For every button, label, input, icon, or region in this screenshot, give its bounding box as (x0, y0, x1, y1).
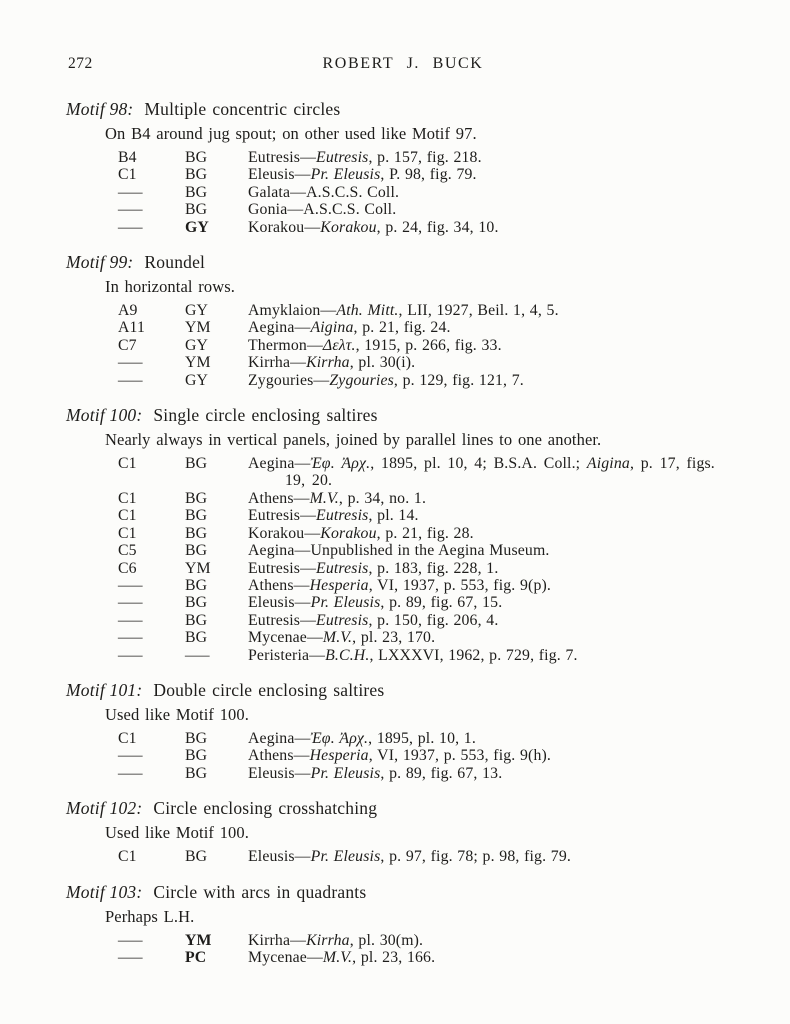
entry-reference (248, 337, 746, 354)
entry-code (118, 594, 185, 611)
entry-list (0, 302, 790, 389)
reference-text: Kirrha— (248, 931, 307, 949)
entry-row (118, 166, 746, 183)
em-dash: — (118, 948, 143, 966)
motif-label: Motif 98: (66, 99, 134, 119)
entry-code: C1 (118, 848, 137, 866)
motif-note: On B4 around jug spout; on other used like Motif 97. (105, 124, 477, 143)
motif-heading (66, 99, 740, 120)
entry-ware: BG (185, 611, 208, 629)
reference-text: , 1915, p. 266, fig. 33. (355, 336, 502, 354)
entry-ware: BG (185, 629, 208, 647)
entry-row (118, 455, 746, 490)
entry-code: C7 (118, 336, 137, 354)
reference-text: Korakou— (248, 524, 321, 542)
entry-ware: BG (185, 594, 208, 612)
entry-ware (185, 647, 248, 664)
entry-row (118, 577, 746, 594)
entry-ware: GY (185, 336, 209, 354)
entry-reference (248, 219, 746, 236)
reference-text: , 1895, pl. 10, 1. (368, 729, 476, 747)
reference-title: Eutresis (316, 149, 369, 166)
entry-ware: BG (185, 764, 208, 782)
entry-ware: YM (185, 354, 211, 372)
reference-text: Aegina— (248, 729, 311, 747)
em-dash: — (118, 371, 143, 389)
reference-text: Galata—A.S.C.S. Coll. (248, 183, 400, 201)
entry-ware: YM (185, 319, 211, 337)
reference-text: Eutresis— (248, 507, 317, 525)
entry-list (0, 730, 790, 782)
entry-reference (248, 525, 746, 542)
entry-row (118, 647, 746, 664)
entry-code (118, 747, 185, 764)
entry-row (118, 372, 746, 389)
reference-text: Eleusis— (248, 764, 311, 782)
em-dash: — (118, 183, 143, 201)
em-dash: — (118, 218, 143, 236)
entry-ware: BG (185, 747, 208, 765)
motif-label: Motif 103: (66, 881, 143, 902)
reference-title: Zygouries (329, 371, 394, 389)
entry-ware: BG (185, 183, 208, 201)
reference-text: , p. 183, fig. 228, 1. (368, 559, 499, 577)
reference-text: Athens— (248, 747, 310, 765)
reference-text: , pl. 30(i). (349, 354, 416, 372)
entry-reference (248, 730, 746, 747)
reference-text: , p. 21, fig. 24. (353, 319, 451, 337)
motif-label: Motif 102: (66, 798, 143, 819)
entry-code (118, 219, 185, 236)
entry-reference (248, 747, 746, 764)
reference-title: Pr. Eleusis (310, 166, 381, 184)
entry-row (118, 949, 746, 966)
motif-heading (66, 405, 740, 426)
motif-title: Multiple concentric circles (144, 99, 341, 119)
entry-row (118, 219, 746, 236)
reference-text: , p. 17, figs. (629, 455, 715, 473)
entry-row (118, 337, 746, 354)
entry-row (118, 525, 746, 542)
entry-reference (248, 594, 746, 611)
reference-text: , LII, 1927, Beil. 1, 4, 5. (398, 302, 559, 320)
motif-heading (66, 798, 740, 819)
entry-code: A9 (118, 302, 138, 320)
entry-ware: PC (185, 948, 207, 966)
motif-section (0, 798, 790, 865)
reference-title: B.C.H. (325, 646, 370, 664)
entry-reference (248, 612, 746, 629)
reference-title: Eutresis (316, 507, 369, 525)
em-dash: — (118, 646, 143, 664)
motif-note: Used like Motif 100. (105, 823, 249, 843)
reference-text: Eleusis— (248, 166, 311, 184)
entry-row (118, 149, 746, 166)
entry-row (118, 490, 746, 507)
entry-code: C1 (118, 166, 137, 184)
motif-note: In horizontal rows. (105, 277, 235, 297)
em-dash: — (118, 576, 143, 594)
reference-text: , p. 89, fig. 67, 15. (380, 594, 503, 612)
entry-row (118, 542, 746, 559)
entry-ware: BG (185, 848, 208, 866)
motif-section (0, 405, 790, 664)
reference-text: , pl. 14. (368, 507, 419, 525)
em-dash: — (118, 611, 143, 629)
reference-text: Peristeria— (248, 646, 326, 664)
entry-code (118, 647, 185, 664)
em-dash: — (118, 201, 143, 219)
entry-code: C1 (118, 507, 137, 525)
entry-ware: GY (185, 302, 209, 320)
entry-reference (248, 765, 746, 782)
entry-code: C1 (118, 729, 137, 747)
reference-text: , VI, 1937, p. 553, fig. 9(h). (368, 747, 552, 765)
entry-reference (248, 372, 746, 389)
entry-reference (248, 302, 746, 319)
entry-row (118, 848, 746, 865)
entry-code (118, 765, 185, 782)
motif-heading (66, 252, 740, 273)
entry-reference (248, 629, 746, 646)
reference-title: M.V. (322, 948, 353, 966)
page-number: 272 (68, 55, 93, 72)
reference-title: Pr. Eleusis (310, 764, 381, 782)
reference-text: Eutresis— (248, 611, 317, 629)
entry-row (118, 747, 746, 764)
reference-title: M.V. (309, 489, 339, 507)
entry-row (118, 319, 746, 336)
entry-list (0, 932, 790, 967)
entry-ware: BG (185, 149, 208, 166)
em-dash: — (118, 354, 143, 372)
em-dash: — (118, 931, 143, 949)
entry-code: B4 (118, 149, 137, 166)
entry-reference (248, 647, 746, 664)
entry-ware: GY (185, 218, 209, 236)
entry-ware: YM (185, 931, 212, 949)
reference-text: , LXXXVI, 1962, p. 729, fig. 7. (369, 646, 578, 664)
entry-reference (248, 184, 746, 201)
entry-code: C1 (118, 524, 137, 542)
entry-reference (248, 149, 746, 166)
reference-text: 19, 20. (285, 472, 333, 490)
reference-text: Thermon— (248, 336, 323, 354)
entry-row (118, 184, 746, 201)
reference-title: Ath. Mitt. (336, 302, 399, 320)
motif-note: Perhaps L.H. (105, 906, 195, 926)
em-dash: — (118, 594, 143, 612)
entry-reference (248, 932, 746, 949)
entry-row (118, 730, 746, 747)
reference-text: Athens— (248, 576, 310, 594)
entry-ware: BG (185, 507, 208, 525)
reference-text: , p. 97, fig. 78; p. 98, fig. 79. (380, 848, 571, 866)
entry-ware: BG (185, 524, 208, 542)
entry-reference (248, 319, 746, 336)
entry-ware: GY (185, 371, 209, 389)
reference-text: , 1895, pl. 10, 4; B.S.A. Coll.; (370, 455, 587, 473)
entry-code (118, 612, 185, 629)
entry-row (118, 612, 746, 629)
motif-title: Roundel (144, 252, 206, 273)
reference-text: , p. 129, fig. 121, 7. (393, 371, 524, 389)
entry-reference (248, 166, 746, 183)
reference-text: Eutresis— (248, 559, 317, 577)
entry-row (118, 201, 746, 218)
reference-text: , p. 34, no. 1. (338, 489, 427, 507)
reference-text: , p. 24, fig. 34, 10. (376, 218, 499, 236)
reference-title: Kirrha (306, 354, 350, 372)
reference-title: Korakou (320, 218, 377, 236)
entry-row (118, 302, 746, 319)
reference-title: Kirrha (306, 931, 350, 949)
em-dash: — (118, 629, 143, 647)
reference-text: , pl. 23, 170. (352, 629, 436, 647)
entry-row (118, 560, 746, 577)
reference-text: , P. 98, fig. 79. (380, 166, 477, 184)
entry-ware: YM (185, 559, 211, 577)
entry-row (118, 507, 746, 524)
em-dash: — (185, 646, 210, 664)
motif-section (0, 252, 790, 389)
reference-title: Aigina (310, 319, 354, 337)
motif-section (0, 680, 790, 782)
entry-row (118, 594, 746, 611)
reference-title: Pr. Eleusis (310, 594, 381, 612)
reference-text: , VI, 1937, p. 553, fig. 9(p). (368, 576, 552, 594)
motif-title: Circle enclosing crosshatching (153, 798, 378, 819)
motif-heading (66, 680, 740, 701)
entry-row (118, 629, 746, 646)
entry-ware: BG (185, 729, 208, 747)
entry-list (0, 149, 790, 236)
entry-row (118, 932, 746, 949)
entry-ware: BG (185, 489, 208, 507)
entry-code: C1 (118, 489, 137, 507)
motif-title: Single circle enclosing saltires (153, 405, 378, 426)
entry-list (0, 848, 790, 865)
reference-title: Hesperia (309, 747, 369, 765)
reference-text: Kirrha— (248, 354, 307, 372)
reference-text: Zygouries— (248, 371, 330, 389)
reference-title: Pr. Eleusis (310, 848, 381, 866)
reference-title: Ἐφ. Ἀρχ. (310, 729, 369, 747)
motif-label: Motif 101: (66, 679, 143, 700)
motif-catalog (0, 99, 790, 966)
reference-text: , p. 21, fig. 28. (376, 524, 474, 542)
entry-reference (248, 354, 746, 371)
entry-reference (248, 201, 746, 218)
reference-text: , p. 89, fig. 67, 13. (380, 764, 503, 782)
reference-text: Gonia—A.S.C.S. Coll. (248, 201, 397, 219)
reference-text: Aegina—Unpublished in the Aegina Museum. (248, 542, 550, 560)
motif-note: Used like Motif 100. (105, 704, 249, 724)
motif-section (0, 99, 790, 236)
motif-heading (66, 882, 740, 903)
entry-reference (248, 490, 746, 507)
reference-title: Korakou (320, 524, 377, 542)
entry-reference (248, 848, 746, 865)
entry-code: A11 (118, 319, 146, 337)
reference-text: Mycenae— (248, 948, 323, 966)
entry-reference (248, 455, 746, 490)
entry-reference (248, 507, 746, 524)
motif-label: Motif 100: (66, 405, 143, 426)
entry-code (118, 932, 185, 949)
entry-ware: BG (185, 576, 208, 594)
reference-text: Amyklaion— (248, 302, 337, 320)
entry-code (118, 372, 185, 389)
entry-code (118, 577, 185, 594)
entry-ware: BG (185, 201, 208, 219)
reference-text: Eleusis— (248, 594, 311, 612)
motif-title: Double circle enclosing saltires (153, 679, 385, 700)
reference-text: , pl. 30(m). (349, 931, 424, 949)
running-head: ROBERT J. BUCK (322, 55, 484, 72)
entry-row (118, 765, 746, 782)
reference-text: Korakou— (248, 218, 321, 236)
reference-text: , p. 157, fig. 218. (368, 149, 482, 166)
entry-list (0, 455, 790, 664)
entry-code (118, 354, 185, 371)
reference-text: , pl. 23, 166. (352, 948, 436, 966)
reference-text: Aegina— (248, 319, 311, 337)
reference-title: Eutresis (316, 611, 369, 629)
reference-text: , p. 150, fig. 206, 4. (368, 611, 499, 629)
entry-ware: BG (185, 166, 208, 184)
motif-label: Motif 99: (66, 252, 134, 273)
motif-note: Nearly always in vertical panels, joined by parallel lines to one another. (105, 430, 602, 450)
motif-section (0, 882, 790, 967)
entry-code: C5 (118, 542, 137, 560)
entry-code (118, 184, 185, 201)
em-dash: — (118, 747, 143, 765)
reference-text: Eutresis— (248, 149, 317, 166)
reference-title: Ἐφ. Ἀρχ. (310, 455, 371, 473)
em-dash: — (118, 764, 143, 782)
reference-text: Mycenae— (248, 629, 323, 647)
entry-code (118, 949, 185, 966)
reference-text: Athens— (248, 489, 310, 507)
page-header (66, 55, 740, 73)
entry-code (118, 201, 185, 218)
reference-title: Aigina (586, 455, 630, 473)
reference-title: Hesperia (309, 576, 369, 594)
entry-code (118, 629, 185, 646)
entry-code: C1 (118, 455, 137, 473)
reference-text: Eleusis— (248, 848, 311, 866)
reference-title: M.V. (322, 629, 353, 647)
entry-code: C6 (118, 559, 137, 577)
motif-title: Circle with arcs in quadrants (153, 881, 367, 902)
entry-reference (248, 949, 746, 966)
entry-reference (248, 560, 746, 577)
reference-text: Aegina— (248, 455, 311, 473)
entry-row (118, 354, 746, 371)
reference-title: Δελτ. (322, 336, 356, 354)
reference-title: Eutresis (316, 559, 369, 577)
entry-ware: BG (185, 455, 208, 473)
entry-reference (248, 577, 746, 594)
entry-ware: BG (185, 542, 208, 560)
entry-reference (248, 542, 746, 559)
